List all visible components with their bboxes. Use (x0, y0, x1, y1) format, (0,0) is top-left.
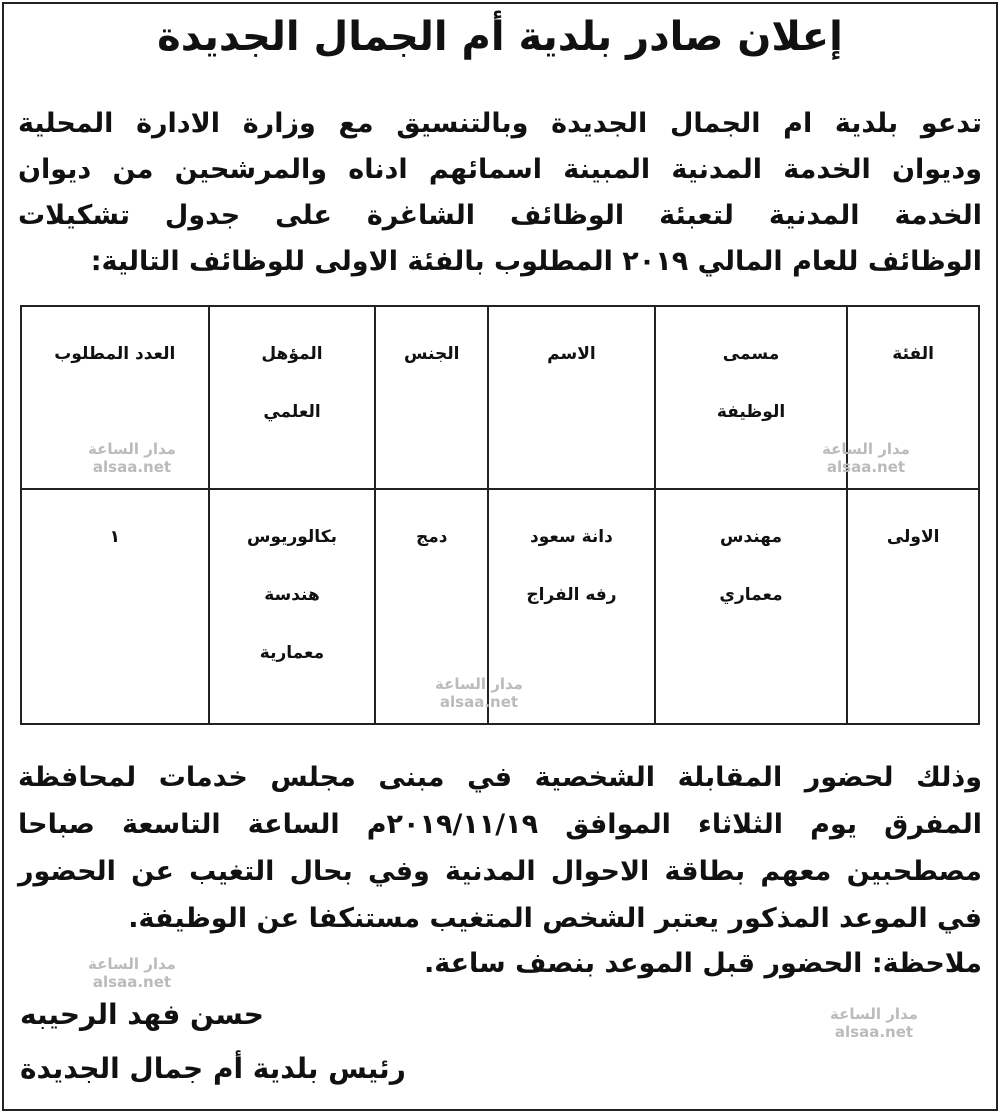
cell-text: هندسة (264, 585, 320, 605)
intro-line: تدعو بلدية ام الجمال الجديدة وبالتنسيق مع وزارة الادارة المحلية (18, 108, 982, 139)
cell-text: الفئة (892, 344, 934, 364)
body-line: في الموعد المذكور يعتبر الشخص المتغيب مستنكفا عن الوظيفة. (128, 903, 982, 934)
body-line: وذلك لحضور المقابلة الشخصية في مبنى مجلس خدمات لمحافظة (18, 762, 982, 793)
note-line: ملاحظة: الحضور قبل الموعد بنصف ساعة. (423, 948, 982, 979)
column-header (375, 306, 488, 489)
jobs-table (20, 305, 980, 725)
cell-text: العدد المطلوب (54, 344, 176, 364)
column-header (655, 306, 848, 489)
watermark: مدار الساعة alsaa.net (435, 675, 523, 711)
column-header (209, 306, 376, 489)
watermark: مدار الساعة alsaa.net (822, 440, 910, 476)
cell-text: معماري (719, 585, 783, 605)
cell-text: معمارية (259, 643, 325, 663)
column-header (488, 306, 655, 489)
cell-text: مسمى (722, 344, 780, 364)
cell-text: دانة سعود (530, 527, 613, 547)
table-cell (21, 489, 209, 724)
watermark: مدار الساعة alsaa.net (88, 440, 176, 476)
announcement-title: إعلان صادر بلدية أم الجمال الجديدة (157, 14, 843, 60)
table-cell (209, 489, 376, 724)
cell-text: بكالوريوس (246, 527, 337, 547)
watermark: مدار الساعة alsaa.net (830, 1005, 918, 1041)
intro-line: الخدمة المدنية لتعبئة الوظائف الشاغرة على جدول تشكيلات (18, 200, 982, 231)
table-cell (847, 489, 979, 724)
table-cell (655, 489, 848, 724)
intro-line: وديوان الخدمة المدنية المبينة اسمائهم ادناه والمرشحين من ديوان (18, 154, 982, 185)
cell-text: دمج (415, 527, 448, 547)
body-line: المفرق يوم الثلاثاء الموافق ٢٠١٩/١١/١٩م الساعة التاسعة صباحا (18, 809, 982, 840)
cell-text: ١ (109, 527, 120, 547)
cell-text: المؤهل (261, 344, 323, 364)
intro-line: الوظائف للعام المالي ٢٠١٩ المطلوب بالفئة الاولى للوظائف التالية: (90, 246, 982, 277)
cell-text: العلمي (263, 402, 321, 422)
body-line: مصطحبين معهم بطاقة الاحوال المدنية وفي بحال التغيب عن الحضور (18, 856, 982, 887)
watermark: مدار الساعة alsaa.net (88, 955, 176, 991)
signatory-role: رئيس بلدية أم جمال الجديدة (20, 1052, 406, 1085)
cell-text: الاسم (547, 344, 596, 364)
cell-text: الوظيفة (716, 402, 786, 422)
cell-text: مهندس (720, 527, 782, 547)
cell-text: رفه الفراج (526, 585, 617, 605)
signatory-name: حسن فهد الرحيبه (20, 998, 264, 1031)
cell-text: الاولى (886, 527, 940, 547)
cell-text: الجنس (404, 344, 460, 364)
